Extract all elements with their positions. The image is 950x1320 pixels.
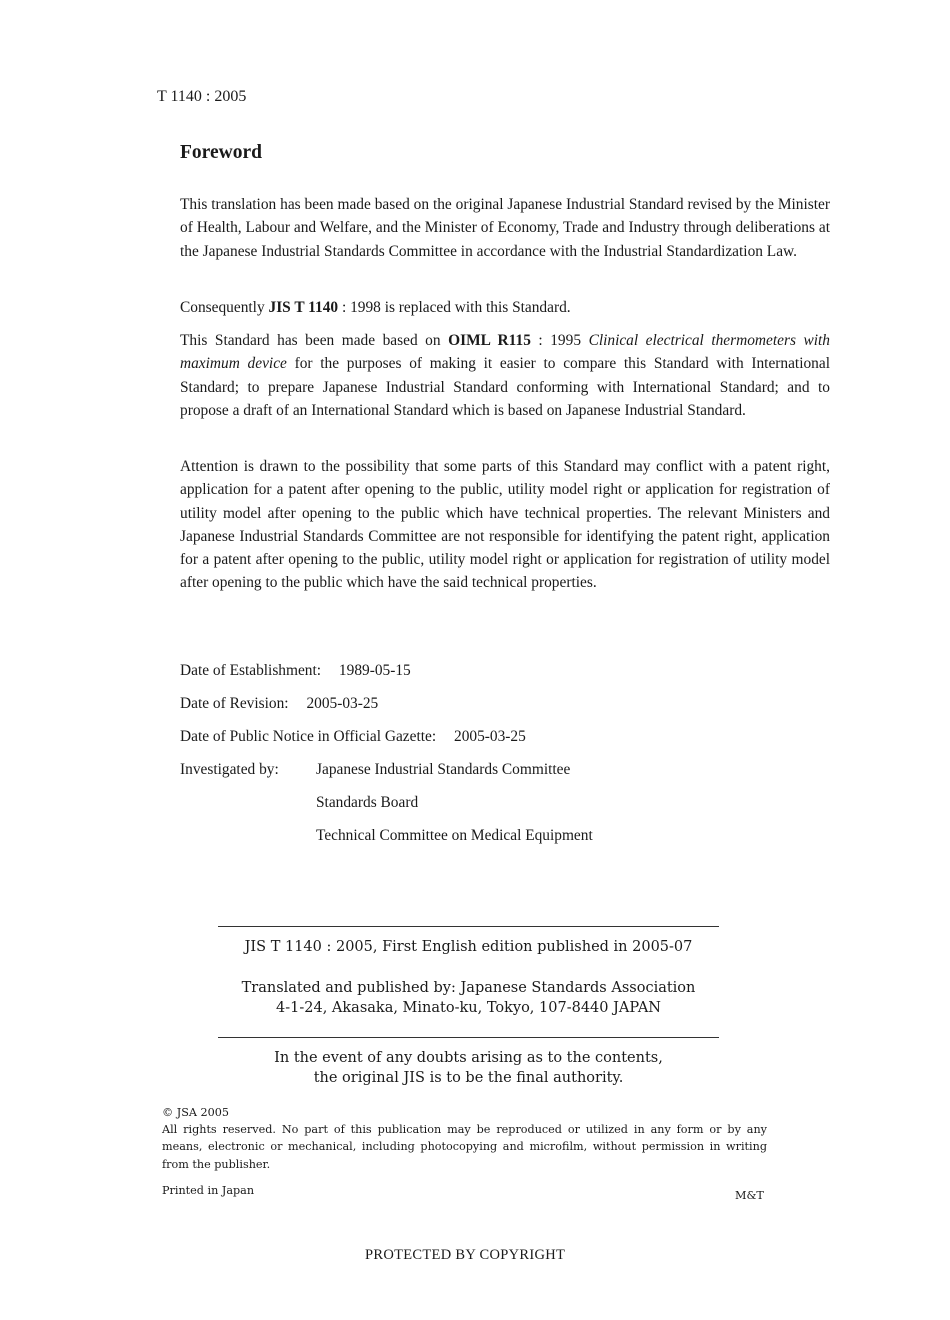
establishment-value: 1989-05-15	[338, 662, 411, 679]
page-title: Foreword	[180, 142, 262, 163]
p3-bold: OIML R115	[448, 332, 531, 349]
copyright-notice: All rights reserved. No part of this publication may be reproduced or utilized in any form or by any means, electronic or mechanical, including photocopying and microfilm, without permission in writing from the publisher.	[162, 1123, 767, 1171]
revision-value: 2005-03-25	[306, 695, 379, 712]
paragraph-oiml-basis	[180, 329, 830, 422]
date-gazette-row	[180, 727, 526, 747]
divider-top	[218, 926, 719, 927]
publisher-line: Translated and published by: Japanese Standards Association	[241, 980, 696, 996]
paragraph-replacement	[180, 296, 830, 319]
publisher-address: 4-1-24, Akasaka, Minato-ku, Tokyo, 107-8440 JAPAN	[276, 1000, 661, 1016]
authority-line-2: the original JIS is to be the final authority.	[313, 1070, 624, 1086]
footer-copyright: PROTECTED BY COPYRIGHT	[365, 1247, 566, 1263]
date-revision-row	[180, 694, 378, 714]
date-establishment-row	[180, 661, 411, 681]
investigated-label: Investigated by:	[180, 761, 279, 778]
copyright-owner: © JSA 2005	[162, 1106, 229, 1119]
investigated-technical-committee: Technical Committee on Medical Equipment	[316, 827, 593, 844]
standard-code-header: T 1140 : 2005	[157, 88, 247, 105]
investigated-committee: Japanese Industrial Standards Committee	[316, 761, 571, 778]
establishment-label: Date of Establishment:	[180, 662, 322, 679]
p2-pre: Consequently	[180, 299, 269, 316]
printed-in: Printed in Japan	[162, 1184, 255, 1197]
paragraph-translation-basis: This translation has been made based on the original Japanese Industrial Standard revised by the Minister of Health, Labour and Welfare, and the Minister of Economy, Trade and Industry through deliberations at the Japanese Industrial Standards Committee in accordance with the Industrial Standardization Law.	[180, 196, 830, 260]
p3-pre: This Standard has been made based on	[180, 332, 449, 349]
publisher-mark: M&T	[735, 1189, 764, 1202]
gazette-value: 2005-03-25	[454, 728, 526, 745]
revision-label: Date of Revision:	[180, 695, 289, 712]
edition-line: JIS T 1140 : 2005, First English edition published in 2005-07	[244, 939, 693, 955]
p3-mid: : 1995	[530, 332, 589, 349]
p3-italic: Clinical electrical thermometers with maximum device	[180, 332, 830, 373]
investigated-board: Standards Board	[316, 794, 419, 811]
p2-post: : 1998 is replaced with this Standard.	[338, 299, 571, 316]
paragraph-patent-notice: Attention is drawn to the possibility that some parts of this Standard may conflict with a patent right, application for a patent after opening to the public, utility model right or application for registration of utility model after opening to the public which have technical properties. The relevant Ministers and Japanese Industrial Standards Committee are not responsible for identifying the patent right, application for a patent after opening to the public, utility model right or application for registration of utility model after opening to the public which have the said technical properties.	[180, 458, 830, 592]
gazette-label: Date of Public Notice in Official Gazette:	[180, 728, 437, 745]
p3-post: for the purposes of making it easier to compare this Standard with International Standard; to prepare Japanese Industrial Standard conforming with International Standard; and to propose a draft of an International Standard which is based on Japanese Industrial Standard.	[180, 355, 830, 419]
divider-bottom	[218, 1037, 719, 1038]
authority-line-1: In the event of any doubts arising as to the contents,	[274, 1050, 663, 1066]
p2-bold: JIS T 1140	[268, 299, 339, 316]
